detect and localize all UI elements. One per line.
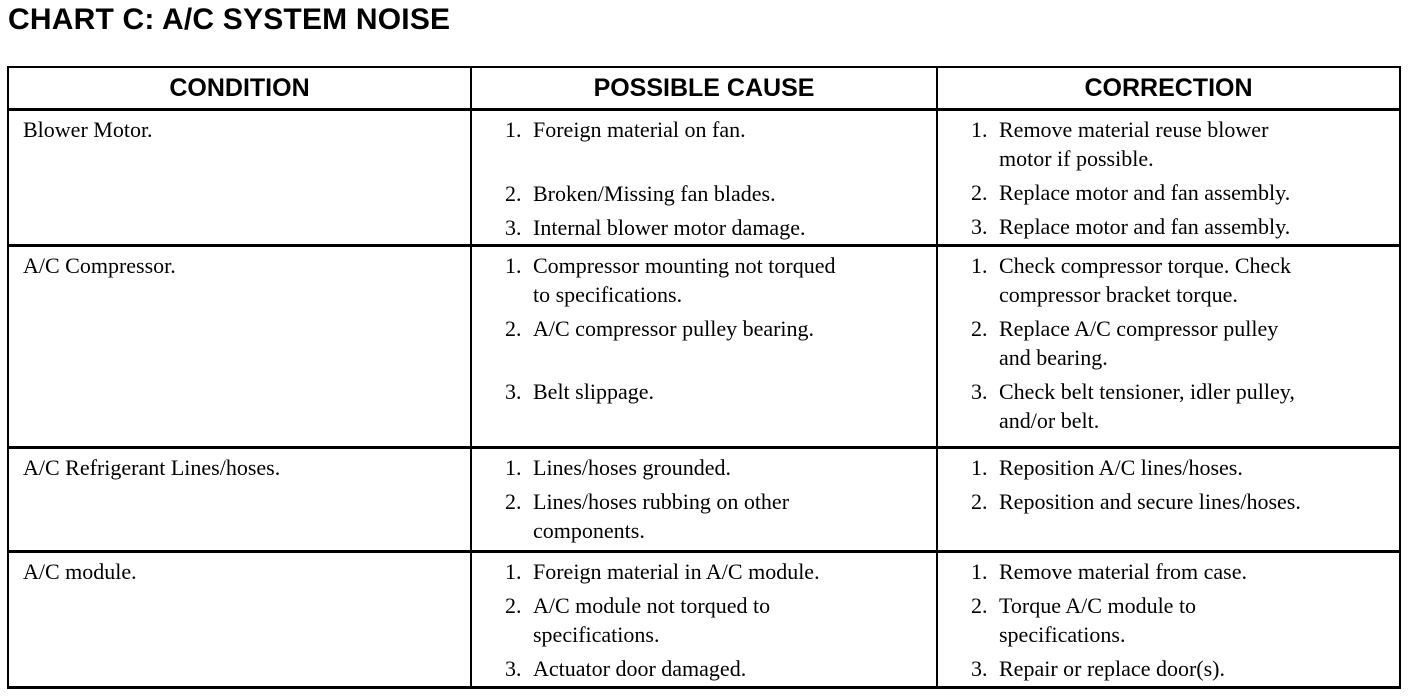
correction-item <box>971 654 1391 683</box>
correction-item <box>971 557 1391 586</box>
condition-cell: A/C module. <box>8 552 471 688</box>
cause-text: Lines/hoses grounded. <box>533 455 731 480</box>
correction-item <box>971 115 1391 173</box>
table-row <box>8 552 1400 688</box>
correction-item <box>971 453 1391 482</box>
cause-cell <box>471 246 937 448</box>
cause-cell <box>471 448 937 552</box>
cause-number: 2. <box>505 593 522 618</box>
correction-cell <box>937 448 1400 552</box>
correction-text: Check belt tensioner, idler pulley, and/or belt. <box>999 379 1295 433</box>
cause-item <box>505 591 928 649</box>
correction-item <box>971 212 1391 241</box>
correction-item <box>971 251 1391 309</box>
cause-text: Internal blower motor damage. <box>533 215 806 240</box>
cause-item <box>505 115 928 144</box>
cause-item <box>505 377 928 406</box>
condition-cell: A/C Refrigerant Lines/hoses. <box>8 448 471 552</box>
header-row <box>8 67 1400 110</box>
table-body <box>8 110 1400 688</box>
correction-text: Remove material from case. <box>999 559 1248 584</box>
correction-number: 3. <box>971 214 988 239</box>
table-row <box>8 246 1400 448</box>
cause-text: Broken/Missing fan blades. <box>533 181 776 206</box>
cause-number: 1. <box>505 455 522 480</box>
correction-number: 2. <box>971 593 988 618</box>
cause-number: 3. <box>505 215 522 240</box>
correction-item <box>971 591 1391 649</box>
correction-text: Check compressor torque. Check compressor bracket torque. <box>999 253 1292 307</box>
correction-cell <box>937 246 1400 448</box>
condition-cell: A/C Compressor. <box>8 246 471 448</box>
correction-number: 1. <box>971 253 988 278</box>
correction-number: 3. <box>971 379 988 404</box>
cause-item <box>505 213 928 242</box>
correction-number: 1. <box>971 455 988 480</box>
cause-item <box>505 251 928 309</box>
cause-number: 1. <box>505 559 522 584</box>
cause-item <box>505 654 928 683</box>
cause-number: 2. <box>505 316 522 341</box>
cause-text: Actuator door damaged. <box>533 656 747 681</box>
cause-item <box>505 557 928 586</box>
cause-number: 1. <box>505 117 522 142</box>
correction-cell <box>937 552 1400 688</box>
correction-text: Reposition A/C lines/hoses. <box>999 455 1243 480</box>
cause-cell <box>471 552 937 688</box>
correction-text: Repair or replace door(s). <box>999 656 1226 681</box>
correction-text: Torque A/C module to specifications. <box>999 593 1197 647</box>
cause-item <box>505 179 928 208</box>
cause-number: 3. <box>505 379 522 404</box>
correction-text: Replace motor and fan assembly. <box>999 180 1291 205</box>
correction-number: 1. <box>971 117 988 142</box>
cause-cell <box>471 110 937 246</box>
cause-number: 1. <box>505 253 522 278</box>
cause-text: Foreign material in A/C module. <box>533 559 820 584</box>
cause-text: Compressor mounting not torqued to specifications. <box>533 253 836 307</box>
correction-text: Reposition and secure lines/hoses. <box>999 489 1301 514</box>
chart-title: CHART C: A/C SYSTEM NOISE <box>8 3 451 36</box>
correction-text: Replace motor and fan assembly. <box>999 214 1291 239</box>
correction-item <box>971 487 1391 516</box>
header-possible-cause: POSSIBLE CAUSE <box>471 67 937 110</box>
condition-cell: Blower Motor. <box>8 110 471 246</box>
header-correction: CORRECTION <box>937 67 1400 110</box>
correction-item <box>971 314 1391 372</box>
correction-item <box>971 178 1391 207</box>
diagnosis-table <box>7 66 1401 689</box>
correction-cell <box>937 110 1400 246</box>
cause-item <box>505 453 928 482</box>
correction-text: Replace A/C compressor pulley and bearing. <box>999 316 1279 370</box>
correction-number: 1. <box>971 559 988 584</box>
correction-item <box>971 377 1391 435</box>
correction-text: Remove material reuse blower motor if possible. <box>999 117 1269 171</box>
cause-text: A/C compressor pulley bearing. <box>533 316 815 341</box>
cause-text: Belt slippage. <box>533 379 654 404</box>
cause-number: 3. <box>505 656 522 681</box>
table-row <box>8 110 1400 246</box>
cause-item <box>505 314 928 343</box>
cause-number: 2. <box>505 489 522 514</box>
cause-text: A/C module not torqued to specifications. <box>533 593 771 647</box>
table-row <box>8 448 1400 552</box>
cause-item <box>505 487 928 545</box>
correction-number: 2. <box>971 489 988 514</box>
cause-text: Foreign material on fan. <box>533 117 746 142</box>
correction-number: 2. <box>971 180 988 205</box>
cause-number: 2. <box>505 181 522 206</box>
cause-text: Lines/hoses rubbing on other components. <box>533 489 790 543</box>
header-condition: CONDITION <box>8 67 471 110</box>
correction-number: 3. <box>971 656 988 681</box>
correction-number: 2. <box>971 316 988 341</box>
